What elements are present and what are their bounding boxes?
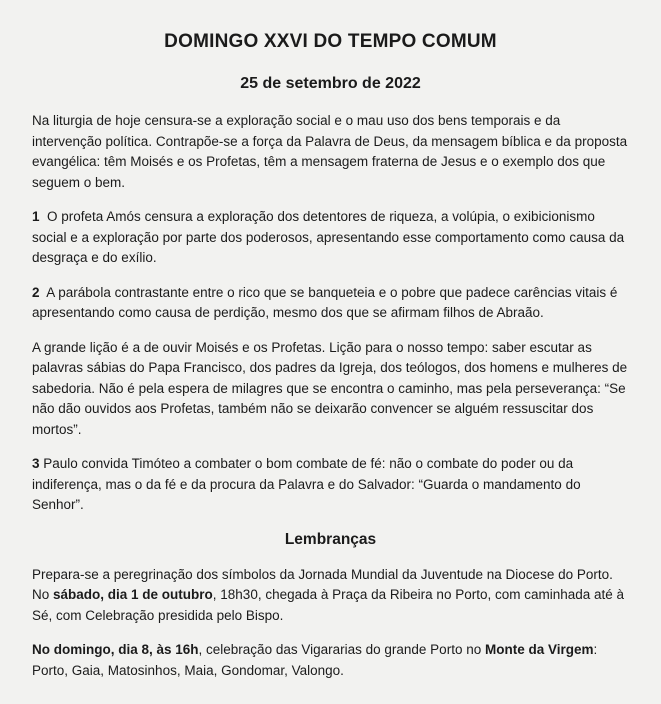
paragraph-lembranca-1: [32, 565, 629, 627]
paragraph-intro: [32, 111, 629, 193]
document-title: DOMINGO XXVI DO TEMPO COMUM: [164, 31, 497, 52]
text-run-bold: Monte da Virgem: [484, 642, 594, 657]
text-run-bold: sábado, dia 1 de outubro: [53, 587, 213, 602]
paragraph-lesson: [32, 338, 629, 441]
text-run: A parábola contrastante entre o rico que se banqueteia e o pobre que padece carências vitais é apresentando como causa de perdição, mesmo dos que se afirmam filhos de Abraão.: [32, 284, 622, 320]
section-heading-lembrancas: Lembranças: [284, 530, 377, 548]
paragraph-point-2: [32, 283, 629, 324]
document-date: 25 de setembro de 2022: [240, 75, 421, 92]
text-run: O profeta Amós censura a exploração dos detentores de riqueza, a volúpia, o exibicionismo social e a exploração por parte dos poderosos, apresentando esse comportamento como causa da desgraça e do exílio.: [32, 209, 628, 265]
text-run: , celebração das Vigararias do grande Porto no: [198, 642, 485, 657]
text-run: , 18h30, chegada à Praça da Ribeira no Porto, com caminhada até à Sé, com Celebração presidida pelo Bispo.: [32, 587, 628, 623]
text-run-bold: 2: [32, 284, 40, 300]
text-run: Na liturgia de hoje censura-se a exploração social e o mau uso dos bens temporais e da intervenção política. Contrapõe-se a força da Palavra de Deus, da mensagem bíblica e da proposta evangélica: têm Moisés e os Profetas, têm a mensagem fraterna de Jesus e o exemplo dos que seguem o bem.: [32, 113, 631, 190]
text-run-bold: No domingo, dia 8, às 16h: [32, 642, 199, 657]
text-run-bold: 1: [32, 209, 40, 224]
text-run: Paulo convida Timóteo a combater o bom combate de fé: não o combate do poder ou da indiferença, mas o da fé e da procura da Palavra e do Salvador: “Guarda o mandamento do Senhor”.: [32, 456, 585, 512]
text-run: A grande lição é a de ouvir Moisés e os Profetas. Lição para o nosso tempo: saber escutar as palavras sábias do Papa Francisco, dos padres da Igreja, dos teólogos, dos homens e mulheres de sabedoria. Não é pela espera de milagres que se encontra o caminho, mas pela perseverança: “Se não dão ouvidos aos Profetas, também não se deixarão convencer se alguém ressuscitar dos mortos”.: [32, 339, 631, 437]
text-run-bold: 3: [32, 456, 40, 471]
paragraph-point-3: [32, 454, 629, 516]
paragraph-lembranca-2: [32, 640, 629, 681]
text-run: Prepara-se a peregrinação dos símbolos da Jornada Mundial da Juventude na Diocese do Porto. No: [32, 566, 617, 602]
paragraph-point-1: [32, 207, 629, 269]
text-run: : Porto, Gaia, Matosinhos, Maia, Gondomar, Valongo.: [32, 642, 602, 678]
